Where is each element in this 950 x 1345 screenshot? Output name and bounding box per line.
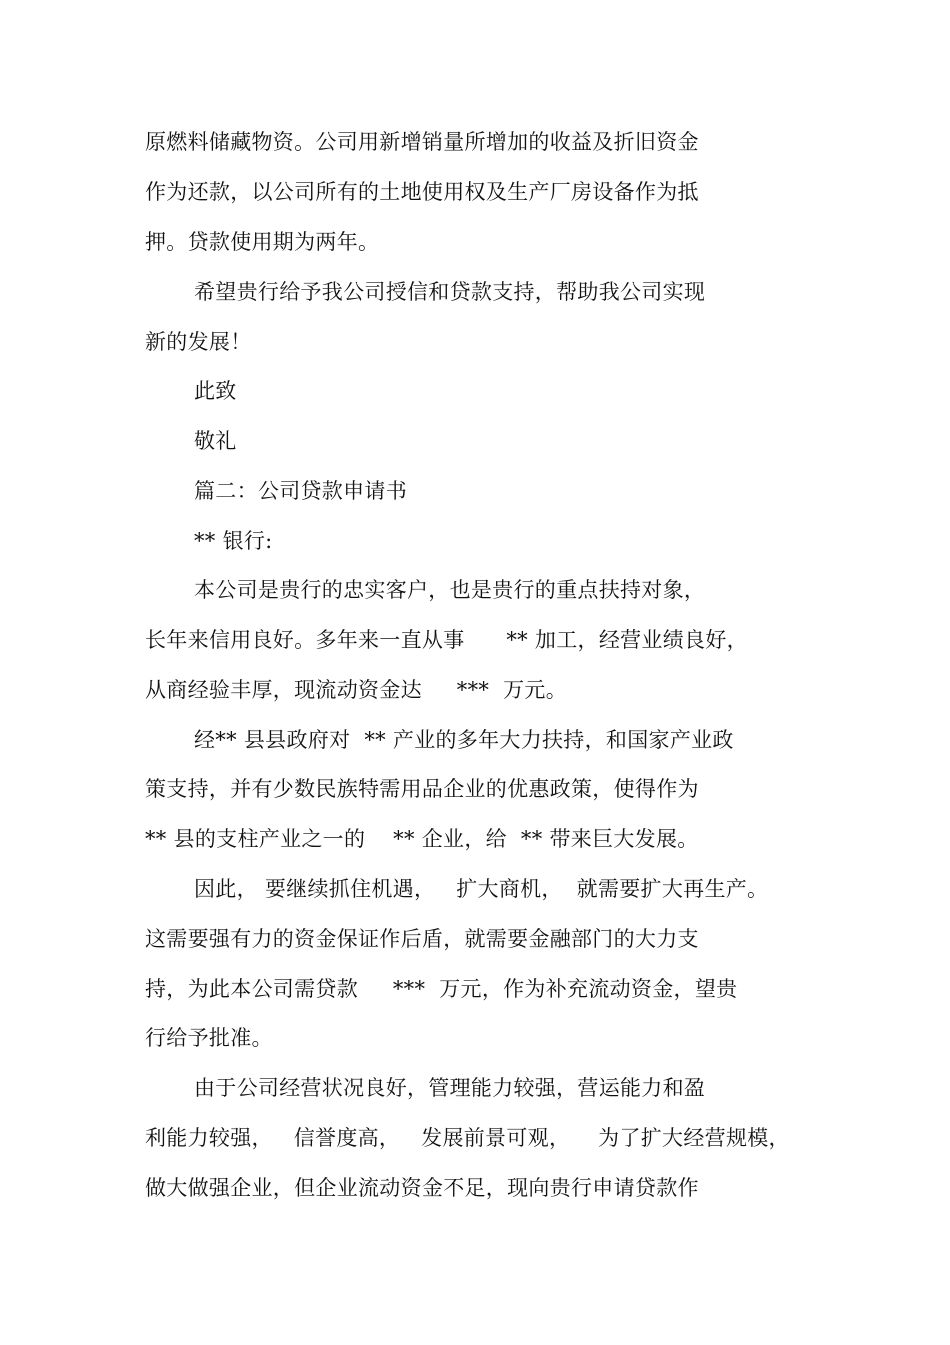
text-line: 新的发展！ <box>145 330 252 354</box>
text-line: 策支持，并有少数民族特需用品企业的优惠政策，使得作为 <box>145 777 699 801</box>
closing-salutation: 此致 <box>194 379 237 403</box>
text-line: 做大做强企业，但企业流动资金不足，现向贵行申请贷款作 <box>145 1176 699 1200</box>
text-line: 本公司是贵行的忠实客户，也是贵行的重点扶持对象， <box>194 578 706 602</box>
text-line: ** 县的支柱产业之一的 ** 企业，给 ** 带来巨大发展。 <box>145 827 699 851</box>
text-line: 因此， 要继续抓住机遇， 扩大商机， 就需要扩大再生产。 <box>194 877 769 901</box>
section-heading: 篇二：公司贷款申请书 <box>194 479 407 503</box>
text-line: 长年来信用良好。多年来一直从事 ** 加工，经营业绩良好， <box>145 628 748 652</box>
text-line: 经** 县县政府对 ** 产业的多年大力扶持，和国家产业政 <box>194 728 734 752</box>
addressee: ** 银行: <box>194 529 273 553</box>
text-line: 从商经验丰厚，现流动资金达 *** 万元。 <box>145 678 568 702</box>
text-line: 持，为此本公司需贷款 *** 万元，作为补充流动资金，望贵 <box>145 977 738 1001</box>
text-line: 这需要强有力的资金保证作后盾，就需要金融部门的大力支 <box>145 927 699 951</box>
text-line: 原燃料储藏物资。公司用新增销量所增加的收益及折旧资金 <box>145 130 699 154</box>
text-line: 作为还款，以公司所有的土地使用权及生产厂房设备作为抵 <box>145 180 699 204</box>
text-line: 由于公司经营状况良好，管理能力较强，营运能力和盈 <box>194 1076 706 1100</box>
text-line: 押。贷款使用期为两年。 <box>145 230 380 254</box>
text-line: 行给予批准。 <box>145 1026 273 1050</box>
text-line: 希望贵行给予我公司授信和贷款支持，帮助我公司实现 <box>194 280 706 304</box>
text-line: 利能力较强， 信誉度高， 发展前景可观， 为了扩大经营规模， <box>145 1126 790 1150</box>
closing-regards: 敬礼 <box>194 429 237 453</box>
